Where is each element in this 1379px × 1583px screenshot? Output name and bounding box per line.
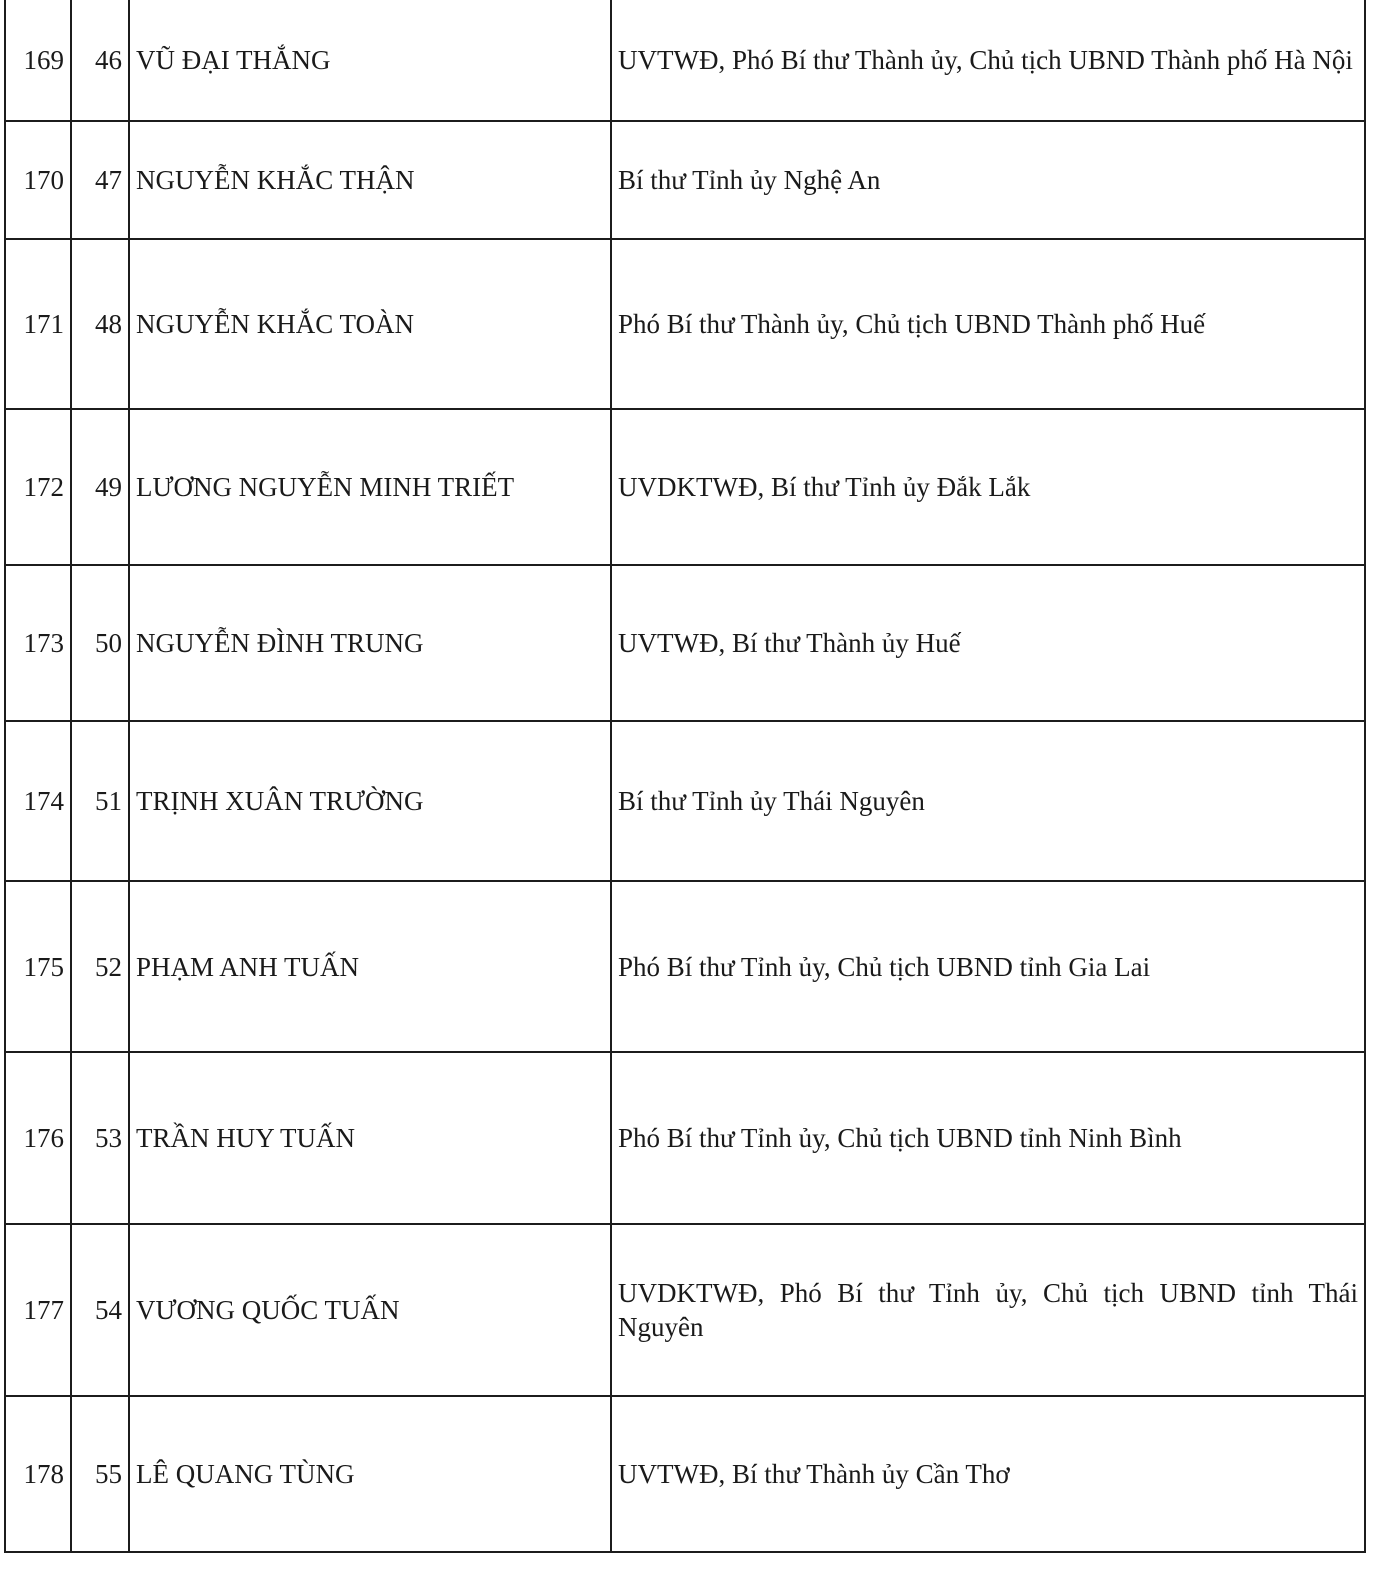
candidate-name: TRẦN HUY TUẤN [129,1052,611,1224]
candidate-position: Phó Bí thư Thành ủy, Chủ tịch UBND Thành phố Huế [611,239,1365,409]
candidate-name: LƯƠNG NGUYỄN MINH TRIẾT [129,409,611,565]
row-number: 177 [5,1224,71,1396]
candidate-name: NGUYỄN KHẮC TOÀN [129,239,611,409]
candidate-name: PHẠM ANH TUẤN [129,881,611,1052]
table-row [5,881,1365,1052]
group-number: 53 [71,1052,129,1224]
candidate-name: LÊ QUANG TÙNG [129,1396,611,1552]
group-number: 54 [71,1224,129,1396]
table-row [5,1396,1365,1552]
group-number: 49 [71,409,129,565]
candidate-name: NGUYỄN ĐÌNH TRUNG [129,565,611,721]
row-number: 174 [5,721,71,881]
table-row [5,0,1365,121]
table-row [5,565,1365,721]
candidate-name: NGUYỄN KHẮC THẬN [129,121,611,239]
table-row [5,721,1365,881]
table-row [5,409,1365,565]
candidate-position: UVTWĐ, Phó Bí thư Thành ủy, Chủ tịch UBND Thành phố Hà Nội [611,0,1365,121]
group-number: 55 [71,1396,129,1552]
group-number: 47 [71,121,129,239]
row-number: 176 [5,1052,71,1224]
candidate-position: Bí thư Tỉnh ủy Nghệ An [611,121,1365,239]
candidate-position: UVTWĐ, Bí thư Thành ủy Huế [611,565,1365,721]
candidate-position: UVDKTWĐ, Phó Bí thư Tỉnh ủy, Chủ tịch UBND tỉnh Thái Nguyên [611,1224,1365,1396]
candidate-position: Bí thư Tỉnh ủy Thái Nguyên [611,721,1365,881]
candidate-position: Phó Bí thư Tỉnh ủy, Chủ tịch UBND tỉnh Ninh Bình [611,1052,1365,1224]
candidate-position: Phó Bí thư Tỉnh ủy, Chủ tịch UBND tỉnh Gia Lai [611,881,1365,1052]
candidate-name: VŨ ĐẠI THẮNG [129,0,611,121]
table-row [5,121,1365,239]
candidate-table [4,0,1366,1553]
row-number: 173 [5,565,71,721]
table-row [5,239,1365,409]
group-number: 52 [71,881,129,1052]
group-number: 48 [71,239,129,409]
table-row [5,1052,1365,1224]
row-number: 170 [5,121,71,239]
group-number: 51 [71,721,129,881]
row-number: 172 [5,409,71,565]
candidate-position: UVDKTWĐ, Bí thư Tỉnh ủy Đắk Lắk [611,409,1365,565]
table-row [5,1224,1365,1396]
row-number: 169 [5,0,71,121]
group-number: 50 [71,565,129,721]
row-number: 171 [5,239,71,409]
row-number: 178 [5,1396,71,1552]
candidate-position: UVTWĐ, Bí thư Thành ủy Cần Thơ [611,1396,1365,1552]
group-number: 46 [71,0,129,121]
row-number: 175 [5,881,71,1052]
candidate-name: VƯƠNG QUỐC TUẤN [129,1224,611,1396]
candidate-name: TRỊNH XUÂN TRƯỜNG [129,721,611,881]
